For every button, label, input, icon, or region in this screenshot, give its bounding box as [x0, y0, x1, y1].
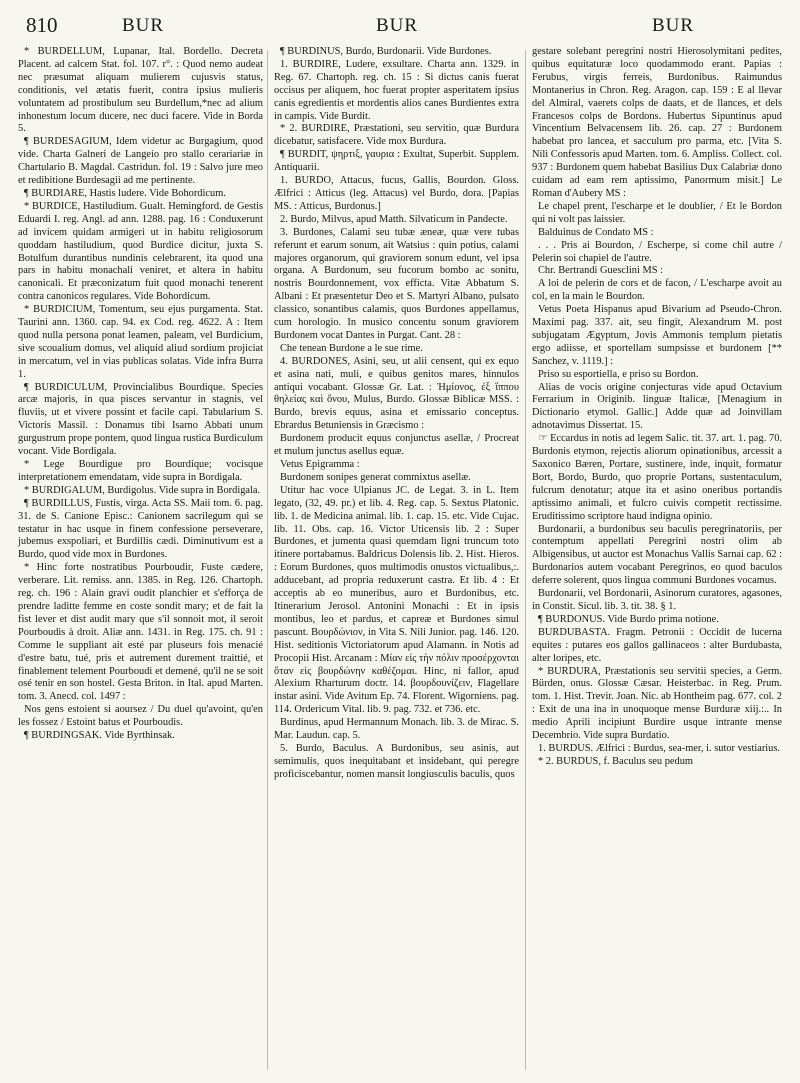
- dictionary-entry: ¶ BURDESAGIUM, Idem videtur ac Burgagium, quod vide. Charta Galneri de Langeio pro stallo cerariariæ in Chartulario B. Magdal. Castridun. fol. 19 : Salvo jure meo et redibitione Burdesagii ad me pertinente.: [18, 136, 263, 187]
- dictionary-entry: * Hinc forte nostratibus Pourboudir, Fuste cædere, verberare. Lit. remiss. ann. 1385. in Reg. 126. Chartoph. reg. ch. 196 : Alain gravi oudit planchier et s'efforça de prendre laditte femme en coste sondit mary; et de fait la fist lever et dist audit mary que s'il sonnoit mot, il seroit Pourboudis à droit. Aliæ ann. 1431. in Reg. 175. ch. 91 : Comme le suppliant ait esté par pluseurs fois menacié d'estre batu, tué, pris et autrement durement traittié, et finablement telement Pourboudi et demené, qu'il ne se soit osé tenir en son hostel. Gesta Briton. in Ital. apud Marten. tom. 3. Anecd. col. 1497 :: [18, 562, 263, 703]
- dictionary-entry: Alias de vocis origine conjecturas vide apud Octavium Ferrarium in Originib. linguæ Italicæ, [Menagium in Dictionario etymol. Gallic.] Adde quæ ad Joinvillam adnotavimus Dissertat. 15.: [532, 381, 782, 432]
- dictionary-entry: Chr. Bertrandi Guesclini MS :: [538, 265, 663, 277]
- dictionary-entry: Che tenean Burdone a le sue rime.: [280, 342, 423, 354]
- dictionary-entry: Burdinus, apud Hermannum Monach. lib. 3. de Mirac. S. Mar. Laudun. cap. 5.: [274, 717, 519, 742]
- column-rule: [267, 50, 268, 1070]
- dictionary-entry: 1. BURDIRE, Ludere, exsultare. Charta ann. 1329. in Reg. 67. Chartoph. reg. ch. 15 : Si dictus canis fuerat occisus per aliquem, hoc fuerat propter asperitatem ipsius canis egredientis et mordentis alios canes Burdientes extra in campis. Vide Burdit.: [274, 58, 519, 122]
- dictionary-entry: Burdonem sonipes generat commixtus asellæ.: [280, 471, 471, 483]
- dictionary-entry: Nos gens estoient si aoursez / Du duel qu'avoint, qu'en les fossez / Estoint batus et Pourboudis.: [18, 704, 263, 729]
- running-head-center: BUR: [376, 15, 419, 36]
- dictionary-entry: * BURDIGALUM, Burdigolus. Vide supra in Bordigala.: [24, 484, 261, 496]
- dictionary-entry: 1. BURDUS. Ælfrici : Burdus, sea-mer, i. sutor vestiarius.: [538, 742, 781, 754]
- dictionary-entry: 4. BURDONES, Asini, seu, ut alii censent, qui ex equo et asina nati, muli, e quibus genitos mares, hinnulos antiqui vocabant. Glossæ Gr. Lat. : Ἡμίονος, ἐξ ἵππου θηλείας καὶ ὄνου, Mulus, Burdo. Glossæ Biblicæ MSS. : Burdo, brevis equus, asina et emissario conceptus. Ebrardus Betuniensis in Græcismo :: [274, 355, 519, 432]
- dictionary-entry: ¶ BURDICULUM, Provincialibus Bourdique. Species arcæ majoris, in qua pisces servantur in stagnis, vel fluviis, ut et vivere possint et facile capi. Tabularium S. Victoris Massil. : Donamus tibi Isarno Abbati unum gurgustrum prope pontem, quod lingua rustica Burdiculum vocant. Vide Bordigala.: [18, 381, 263, 458]
- dictionary-entry: Burdonem producit equus conjunctus asellæ, / Procreat et mulum junctus asellus equæ.: [274, 433, 519, 458]
- dictionary-entry: * Lege Bourdigue pro Bourdique; vocisque interpretationem emendatam, vide supra in Bordigala.: [18, 459, 263, 483]
- dictionary-entry: Balduinus de Condato MS :: [538, 226, 654, 238]
- dictionary-entry: 2. Burdo, Milvus, apud Matth. Silvaticum in Pandecte.: [280, 213, 508, 225]
- dictionary-entry: ¶ BURDIT, ψηρτιξ, γαυρια : Exultat, Superbit. Supplem. Antiquarii.: [274, 149, 519, 174]
- dictionary-entry: ¶ BURDINGSAK. Vide Byrthinsak.: [24, 730, 175, 742]
- column-middle: [274, 46, 519, 1076]
- dictionary-entry: Burdonarii, vel Bordonarii, Asinorum curatores, agasones, in Constit. Sicul. lib. 3. tit. 38. § 1.: [532, 588, 782, 612]
- dictionary-entry: * BURDICIUM, Tomentum, seu ejus purgamenta. Stat. Taurini ann. 1360. cap. 94. ex Cod. reg. 4622. A : Item quod nulla persona ponat leamen, paleam, vel Burdicium, sive scoualium domus, vel aliquid aliud sordium projiciat in mercatum, vel in vias publicas solatas. Vide infra Burra 1.: [18, 304, 263, 380]
- dictionary-entry: Vetus Epigramma :: [280, 459, 360, 470]
- dictionary-entry: * 2. BURDIRE, Præstationi, seu servitio, quæ Burdura dicebatur, satisfacere. Vide mox Burdura.: [274, 123, 519, 148]
- dictionary-entry: * BURDICE, Hastiludium. Gualt. Hemingford. de Gestis Eduardi I. reg. Angl. ad ann. 1288. pag. 16 : Conduxerunt ad invicem quidam armigeri ut in habitu religiosorum quoddam hastiludium, quod Burdice dicitur, juxta S. Botulfum durantibus nundinis celebrarent, ita quod una pars in habitu monachali veniret, et altera in habitu canonicali. Et præconizatum fuit quod monachi tenerent contra canonicos regulares. Vide Bohordicum.: [18, 200, 263, 303]
- dictionary-entry: Le chapel prent, l'escharpe et le doublier, / Et le Bordon qui ni volt pas laissier.: [532, 200, 782, 225]
- dictionary-entry: * BURDURA, Præstationis seu servitii species, a Germ. Bürden, onus. Glossæ Cæsar. Heisterbac. in Reg. Prum. tom. 1. Hist. Trevir. Joan. Nic. ab Hontheim pag. 677. col. 2 : Exit de una ina in unoquoque mense Burduræ xiij.:.. In medio Aprili incipiunt Burdire usque intrante mense Decembrio. Vide supra Burdatio.: [532, 665, 782, 742]
- dictionary-entry: Burdonarii, a burdonibus seu baculis peregrinatoriis, per contemptum appellati Peregrini nostri olim ab Albigensibus, ut auctor est Monachus Vallis Sarnai cap. 62 : Burdonarios autem vocabant Peregrinos, eo quod baculos deferre solerent, quos lingua communi Burdones vocamus.: [532, 523, 782, 587]
- dictionary-entry: * BURDELLUM, Lupanar, Ital. Bordello. Decreta Placent. ad calcem Stat. fol. 107. r°. : Quod nemo audeat nec præsumat aliquam mulierem cujusvis status, conditionis, vel ætatis fuerit, contra ipsius mulieris voluntatem ad prostibulum seu Burdellum,*nec ad alium inhonestum locum ducere, nec duci facere. Vide in Borda 5.: [18, 46, 263, 135]
- running-head-right: BUR: [652, 15, 695, 36]
- dictionary-entry: 5. Burdo, Baculus. A Burdonibus, seu asinis, aut semimulis, quos inequitabant et insidebant, qui peregre proficiscebantur, nomen mansit longiusculis baculis, quos: [274, 742, 519, 780]
- dictionary-entry: ¶ BURDINUS, Burdo, Burdonarii. Vide Burdones.: [280, 46, 492, 57]
- dictionary-entry: ¶ BURDIARE, Hastis ludere. Vide Bohordicum.: [24, 187, 226, 199]
- dictionary-entry: Utitur hac voce Ulpianus JC. de Legat. 3. in L. Item legato, (32, 49. pr.) et lib. 4. Reg. cap. 5. Sextus Platonic. lib. 1. de Medicina animal. lib. 1. cap. 15. etc. Vide Cujac. lib. 11. Obs. cap. 16. Victor Uticensis lib. 2 : Super Burdones, et jumenta quasi quemdam ligni truncum toto itinere portabamus. Baldricus Dolensis lib. 2. Hist. Hieros. : Eorum Burdones, quos multimodis onustos victualibus,:. adducebant, ad propria reduxerunt castra. Et lib. 4 : Et acceptis ab eo muneribus, auro et Burdonibus, etc. Itinerarium Jerosol. Antonini Monachi : Et in ipsis montibus, leo et pardus, et capreæ et Burdones simul pascunt. Βουρδώνιον, in Vita S. Nili Junior. pag. 146. 120. Hist. seditionis Victoriatorum apud Alamann. in Notis ad Procopii Hist. Arcanam : Μίαν εἰς τὴν πόλιν προσέρχονται ὅταν εἰς βουρδώνην καθέζομαι. Hinc, ni fallor, apud Alexium Rharturum doctr. 14. βουρδουνίζειν, Flagellare instar asini. Vide Avitum Ep. 74. Florent. Wigorniens. pag. 114. Ordericum Vital. lib. 9. pag. 732. et 736. etc.: [274, 484, 519, 716]
- dictionary-entry: A loi de pelerin de cors et de facon, / L'escharpe avoit au col, en la main le Bourdon.: [532, 278, 782, 303]
- dictionary-entry: Vetus Poeta Hispanus apud Bivarium ad Pseudo-Chron. Maximi pag. 337. ait, seu fingit, Alexandrum M. post subjugatam Ægyptum, Jovis Ammonis templum pietatis ergo adiisse, et sportellam sumpsisse et burdonem [** Sanchez, v. 1119.] :: [532, 304, 782, 367]
- dictionary-entry: ☞ Eccardus in notis ad legem Salic. tit. 37. art. 1. pag. 70. Burdonis etymon, rejectis aliorum opinationibus, arcessit a Saxonico Bæren, Portare, sustinere, inde, inquit, formatur Bort, Bordo, Burdo, quo proprie Portans, sustentaculum, fulcrum denotatur; atque ita et asino oneribus portandis aptissimo animali, et fulcro cuivis competit rectissime. Eruditissimo scriptore haud indigna opinio.: [532, 433, 782, 522]
- dictionary-entry: * 2. BURDUS, f. Baculus seu pedum: [538, 755, 693, 767]
- dictionary-entry: . . . Pris ai Bourdon, / Escherpe, si come chil autre / Pelerin soi chapiel de l'autre.: [532, 239, 782, 264]
- running-head-left: BUR: [122, 15, 165, 36]
- dictionary-entry: Priso su esportiella, e priso su Bordon.: [538, 368, 699, 380]
- page-header: [0, 0, 800, 40]
- dictionary-entry: 1. BURDO, Attacus, fucus, Gallis, Bourdon. Gloss. Ælfrici : Atticus (leg. Attacus) vel Burdo, dora. [Papias MS. : Atticus, Burdonus.]: [274, 175, 519, 212]
- dictionary-entry: ¶ BURDONUS. Vide Burdo prima notione.: [538, 613, 719, 625]
- dictionary-entry: gestare solebant peregrini nostri Hierosolymitani pedites, quibus equitaturæ loco quodammodo erant. Papias : Ferubus, virgis ferreis, Burdonibus. Raimundus Montanerius in Chron. Reg. Aragon. cap. 159 : E al llevar del Almiral, vaerets colps de daats, et de llances, et dels Francesos colps de Bordons. Hubertus Sipuntinus apud Vincentium Belvacensem lib. 26. cap. 27 : Burdonem habebat pro lancea, et sacculum pro parma, etc. [Vita S. Nili Confessoris apud Marten. tom. 6. Ampliss. Collect. col. 937 : Burdonem quem habebat Basilius Dux Calabriæ dono cuidam ad eam rem aptissimo, Panormum misit.] Le Roman d'Aubery MS :: [532, 46, 782, 199]
- column-right: [532, 46, 782, 1076]
- dictionary-entry: BURDUBASTA. Fragm. Petronii : Occidit de lucerna equites : putares eos gallos gallinaceos : alter Burdubasta, alter loripes, etc.: [532, 626, 782, 664]
- column-left: [18, 46, 263, 1076]
- page-number: 810: [26, 13, 58, 37]
- column-rule: [525, 50, 526, 1070]
- dictionary-entry: ¶ BURDILLUS, Fustis, virga. Acta SS. Maii tom. 6. pag. 31. de S. Canione Episc.: Canionem sacrilegum qui se testatur in hac usque in finem confessione perseverare, jubemus exspoliari, et Burdillis cædi. Diminutivum est a Burdo, quod vide mox in Burdones.: [18, 497, 263, 561]
- dictionary-entry: 3. Burdones, Calami seu tubæ æneæ, quæ vere tubas referunt et earum sonum, ait Watsius : quin potius, calami majores organorum, qui graviorem sonum edunt, vel ipsa organa. A Burdonum, seu fucorum bombo ac sonitu, nostris Bourdonnement, vox efficta. Vitæ Abbatum S. Albani : Et præsentetur Deo et S. Martyri Albano, pulsato classico, sonantibus calamis, quos Burdones appellamus, cum horologio. In musico concentu sonum graviorem Burdonem vocat Dantes in Purgat. Cant. 28 :: [274, 226, 519, 341]
